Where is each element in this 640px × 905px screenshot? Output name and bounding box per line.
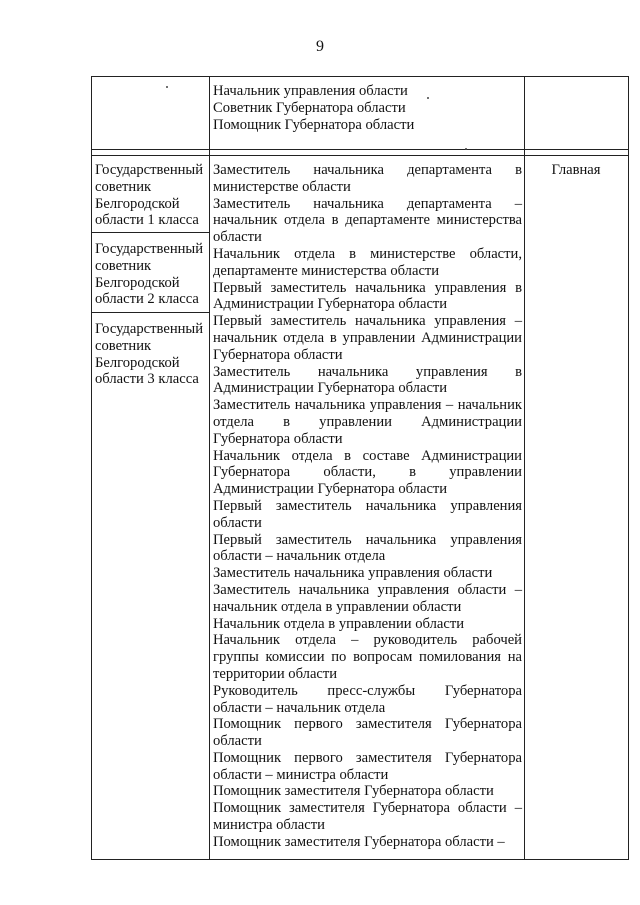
position-item: Первый заместитель начальника управления в Администрации Губернатора области: [213, 279, 522, 313]
top-row-positions: [213, 83, 522, 133]
position-item: Начальник отдела в составе Администрации Губернатора области, в управлении Администрации Губернатора области: [213, 447, 522, 498]
category-label: Главная: [551, 162, 601, 178]
group-label-3: Государственный советник Белгородской области 3 класса: [95, 321, 204, 388]
position-item: Помощник заместителя Губернатора области: [213, 783, 494, 800]
group-label-1: Государственный советник Белгородской области 1 класса: [95, 162, 204, 229]
table-border-right: [628, 76, 629, 859]
position-line: Помощник Губернатора области: [213, 116, 415, 133]
position-line: Советник Губернатора области: [213, 99, 406, 116]
position-item: Заместитель начальника управления в Администрации Губернатора области: [213, 363, 522, 397]
position-item: Начальник отдела в министерстве области, департаменте министерства области: [213, 245, 522, 279]
scan-speck: [166, 86, 168, 88]
table-border-bottom: [91, 859, 629, 860]
position-item: Помощник первого заместителя Губернатора области – министра области: [213, 749, 522, 783]
position-item: Руководитель пресс-службы Губернатора области – начальник отдела: [213, 682, 522, 716]
position-item: Начальник отдела – руководитель рабочей группы комиссии по вопросам помилования на территории области: [213, 632, 522, 682]
table-border-row2: [91, 155, 629, 156]
position-item: Начальник отдела в управлении области: [213, 615, 465, 632]
table-border-col2: [524, 76, 525, 859]
position-item: Первый заместитель начальника управления – начальник отдела в управлении Администрации Губернатора области: [213, 313, 522, 363]
table-border-top: [91, 76, 629, 77]
position-item: Заместитель начальника департамента в министерстве области: [213, 162, 522, 195]
scan-speck: [465, 148, 467, 150]
position-item: Первый заместитель начальника управления области: [213, 497, 522, 531]
table-border-left: [91, 76, 92, 859]
positions-list: [213, 162, 522, 851]
position-line: Начальник управления области: [213, 83, 408, 99]
position-item: Заместитель начальника управления – начальник отдела в управлении Администрации Губернатора области: [213, 397, 522, 447]
group-divider-2: [91, 312, 210, 313]
position-item: Заместитель начальника департамента – начальник отдела в департаменте министерства области: [213, 195, 522, 246]
page-number: 9: [316, 38, 324, 55]
position-item: Помощник первого заместителя Губернатора области: [213, 716, 522, 750]
group-divider-1: [91, 232, 210, 233]
table-border-col1: [209, 76, 210, 859]
position-item: Помощник заместителя Губернатора области – министра области: [213, 800, 522, 834]
group-label-2: Государственный советник Белгородской области 2 класса: [95, 241, 204, 308]
position-item: Заместитель начальника управления области – начальник отдела в управлении области: [213, 581, 522, 615]
position-item: Заместитель начальника управления области: [213, 565, 493, 582]
position-item: Помощник заместителя Губернатора области –: [213, 833, 505, 850]
position-item: Первый заместитель начальника управления области – начальник отдела: [213, 531, 522, 565]
table-border-row1: [91, 149, 629, 150]
